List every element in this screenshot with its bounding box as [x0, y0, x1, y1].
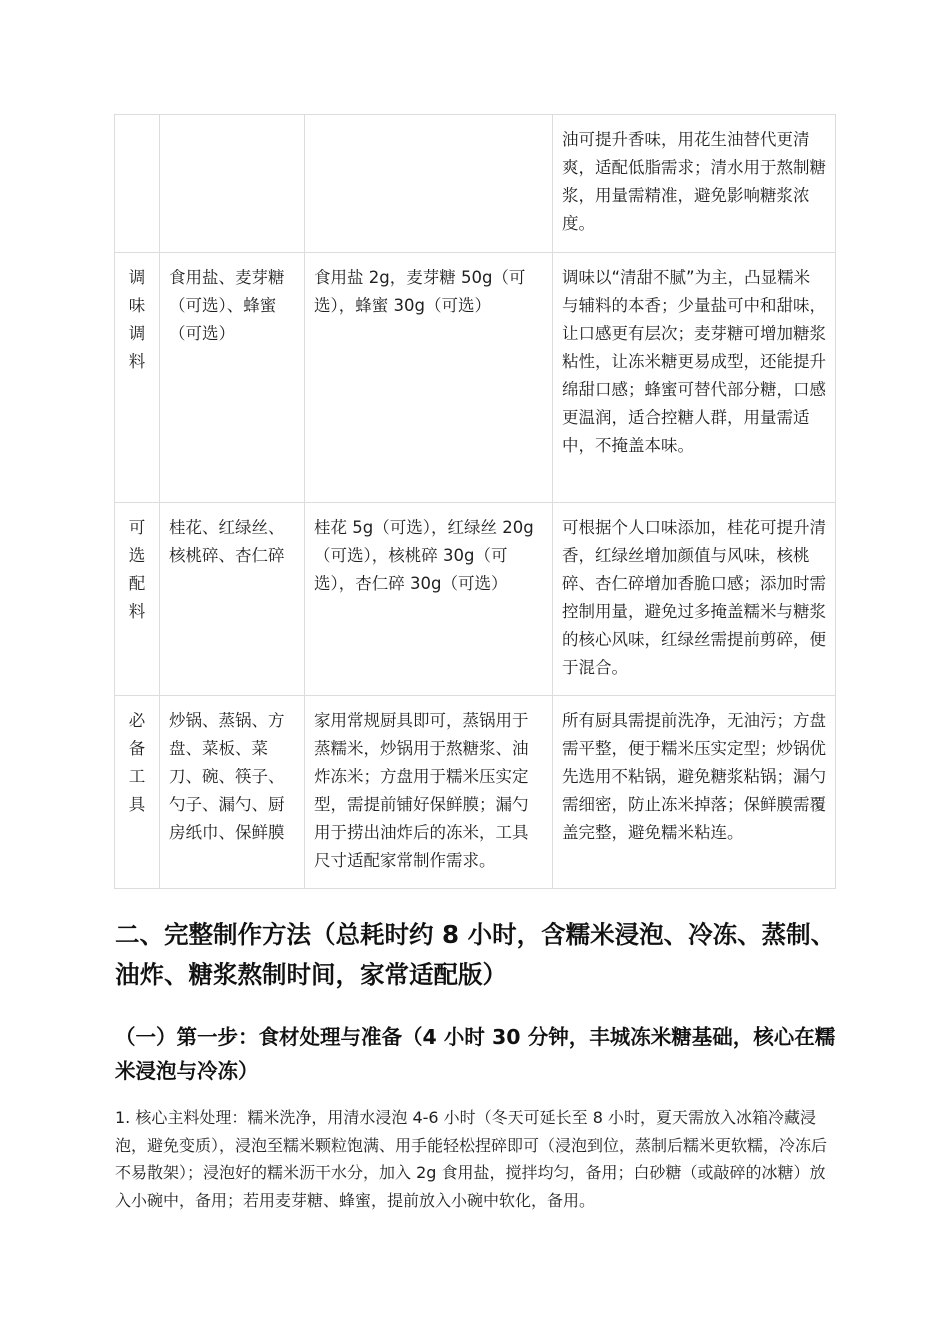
items-cell — [160, 115, 305, 253]
table-row — [115, 503, 836, 696]
table-row — [115, 696, 836, 889]
sub-heading: （一）第一步：食材处理与准备（4 小时 30 分钟，丰城冻米糖基础，核心在糯米浸泡与冷冻） — [115, 1025, 836, 1083]
table-row — [115, 253, 836, 503]
note-cell: 调味以“清甜不腻”为主，凸显糯米与辅料的本香；少量盐可中和甜味，让口感更有层次；麦芽糖可增加糖浆粘性，让冻米糖更易成型，还能提升绵甜口感；蜂蜜可替代部分糖，口感更温润，适合控糖人群，用量需适中，不掩盖本味。 — [553, 253, 836, 503]
note-cell: 所有厨具需提前洗净，无油污；方盘需平整，便于糯米压实定型；炒锅优先选用不粘锅，避免糖浆粘锅；漏勺需细密，防止冻米掉落；保鲜膜需覆盖完整，避免糯米粘连。 — [553, 696, 836, 889]
items-cell: 桂花、红绿丝、核桃碎、杏仁碎 — [160, 503, 305, 696]
amount-cell: 食用盐 2g，麦芽糖 50g（可选），蜂蜜 30g（可选） — [305, 253, 553, 503]
section-heading: 二、完整制作方法（总耗时约 8 小时，含糯米浸泡、冷冻、蒸制、油炸、糖浆熬制时间，家常适配版） — [115, 920, 836, 989]
note-cell: 油可提升香味，用花生油替代更清爽，适配低脂需求；清水用于熬制糖浆，用量需精准，避免影响糖浆浓度。 — [553, 115, 836, 253]
table-row — [115, 115, 836, 253]
step-paragraph: 1. 核心主料处理：糯米洗净，用清水浸泡 4-6 小时（冬天可延长至 8 小时，夏天需放入冰箱冷藏浸泡，避免变质），浸泡至糯米颗粒饱满、用手能轻松捏碎即可（浸泡到位，蒸制后糯米更软糯，冷冻后不易散架）；浸泡好的糯米沥干水分，加入 2g 食用盐，搅拌均匀，备用；白砂糖（或敲碎的冰糖）放入小碗中，备用；若用麦芽糖、蜂蜜，提前放入小碗中软化，备用。 — [115, 1108, 828, 1210]
category-cell: 必 备 工 具 — [115, 696, 160, 889]
category-cell: 可 选 配 料 — [115, 503, 160, 696]
category-cell: 调 味 调 料 — [115, 253, 160, 503]
items-cell: 食用盐、麦芽糖（可选）、蜂蜜（可选） — [160, 253, 305, 503]
ingredients-table — [114, 114, 836, 889]
amount-cell: 桂花 5g（可选），红绿丝 20g（可选），核桃碎 30g（可选），杏仁碎 30g（可选） — [305, 503, 553, 696]
note-cell: 可根据个人口味添加，桂花可提升清香，红绿丝增加颜值与风味，核桃碎、杏仁碎增加香脆口感；添加时需控制用量，避免过多掩盖糯米与糖浆的核心风味，红绿丝需提前剪碎，便于混合。 — [553, 503, 836, 696]
amount-cell — [305, 115, 553, 253]
items-cell: 炒锅、蒸锅、方盘、菜板、菜刀、碗、筷子、勺子、漏勺、厨房纸巾、保鲜膜 — [160, 696, 305, 889]
amount-cell: 家用常规厨具即可，蒸锅用于蒸糯米，炒锅用于熬糖浆、油炸冻米；方盘用于糯米压实定型，需提前铺好保鲜膜；漏勺用于捞出油炸后的冻米，工具尺寸适配家常制作需求。 — [305, 696, 553, 889]
category-cell — [115, 115, 160, 253]
